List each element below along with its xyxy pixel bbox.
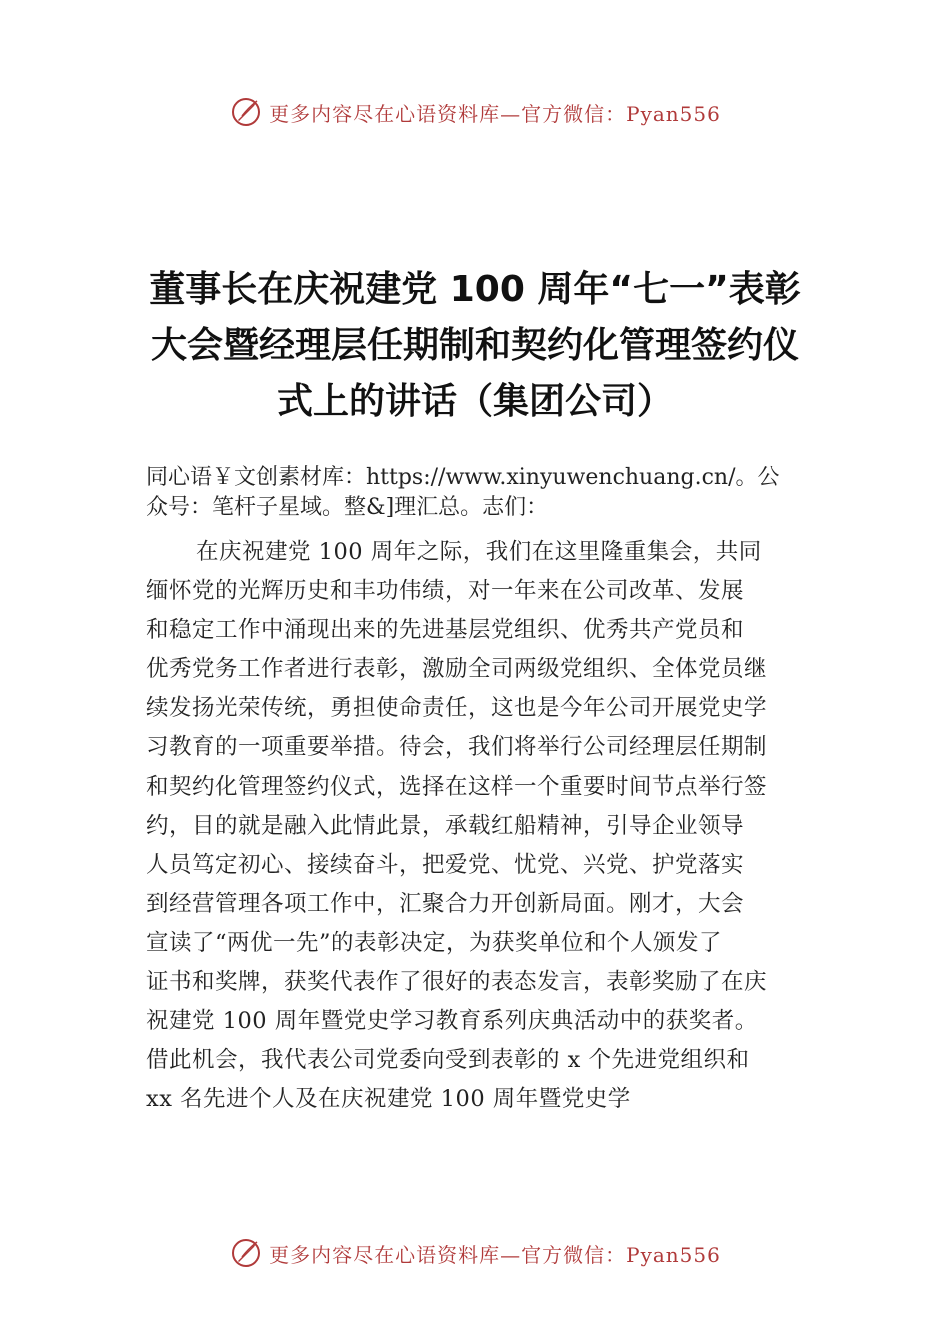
intro-line: 同心语￥文创素材库：https://www.xinyuwenchuang.cn/。公 [146, 465, 780, 490]
intro-line: 众号：笔杆子星域。整&]理汇总。志们： [146, 495, 549, 520]
title-line: 董事长在庆祝建党 100 周年“七一”表彰 [149, 269, 801, 310]
body-line: 证书和奖牌，获奖代表作了很好的表态发言，表彰奖励了在庆 [146, 969, 768, 996]
body-line: 祝建党 100 周年暨党史学习教育系列庆典活动中的获奖者。 [146, 1008, 758, 1035]
body-line: 人员笃定初心、接续奋斗，把爱党、忧党、兴党、护党落实 [146, 851, 745, 878]
body-line: 习教育的一项重要举措。待会，我们将举行公司经理层任期制 [146, 734, 768, 761]
body-line: 借此机会，我代表公司党委向受到表彰的 x 个先进党组织和 [146, 1047, 750, 1074]
footer-watermark-banner [0, 1233, 950, 1273]
body-line: 和契约化管理签约仪式，选择在这样一个重要时间节点举行签 [146, 773, 768, 800]
quill-logo-icon [229, 95, 263, 129]
header-watermark-banner [0, 92, 950, 132]
body-line: 约，目的就是融入此情此景，承载红船精神，引导企业领导 [146, 812, 745, 839]
body-line: 优秀党务工作者进行表彰，激励全司两级党组织、全体党员继 [146, 656, 768, 683]
document-title [100, 262, 850, 430]
watermark-text: 更多内容尽在心语资料库—官方微信：Pyan556 [269, 101, 721, 126]
speech-body [146, 533, 826, 1119]
title-line: 大会暨经理层任期制和契约化管理签约仪 [150, 325, 799, 366]
body-line: 和稳定工作中涌现出来的先进基层党组织、优秀共产党员和 [146, 617, 745, 644]
title-line: 式上的讲话（集团公司） [276, 381, 673, 422]
body-line: 缅怀党的光辉历史和丰功伟绩，对一年来在公司改革、发展 [146, 578, 745, 605]
body-line: xx 名先进个人及在庆祝建党 100 周年暨党史学 [146, 1086, 631, 1113]
body-line: 在庆祝建党 100 周年之际，我们在这里隆重集会，共同 [196, 539, 762, 565]
body-line: 宣读了“两优一先”的表彰决定，为获奖单位和个人颁发了 [146, 929, 723, 956]
source-note [146, 463, 836, 523]
body-line: 到经营管理各项工作中，汇聚合力开创新局面。刚才，大会 [146, 890, 745, 917]
watermark-text: 更多内容尽在心语资料库—官方微信：Pyan556 [269, 1242, 721, 1267]
body-line: 续发扬光荣传统，勇担使命责任，这也是今年公司开展党史学 [146, 695, 768, 722]
quill-logo-icon [229, 1236, 263, 1270]
